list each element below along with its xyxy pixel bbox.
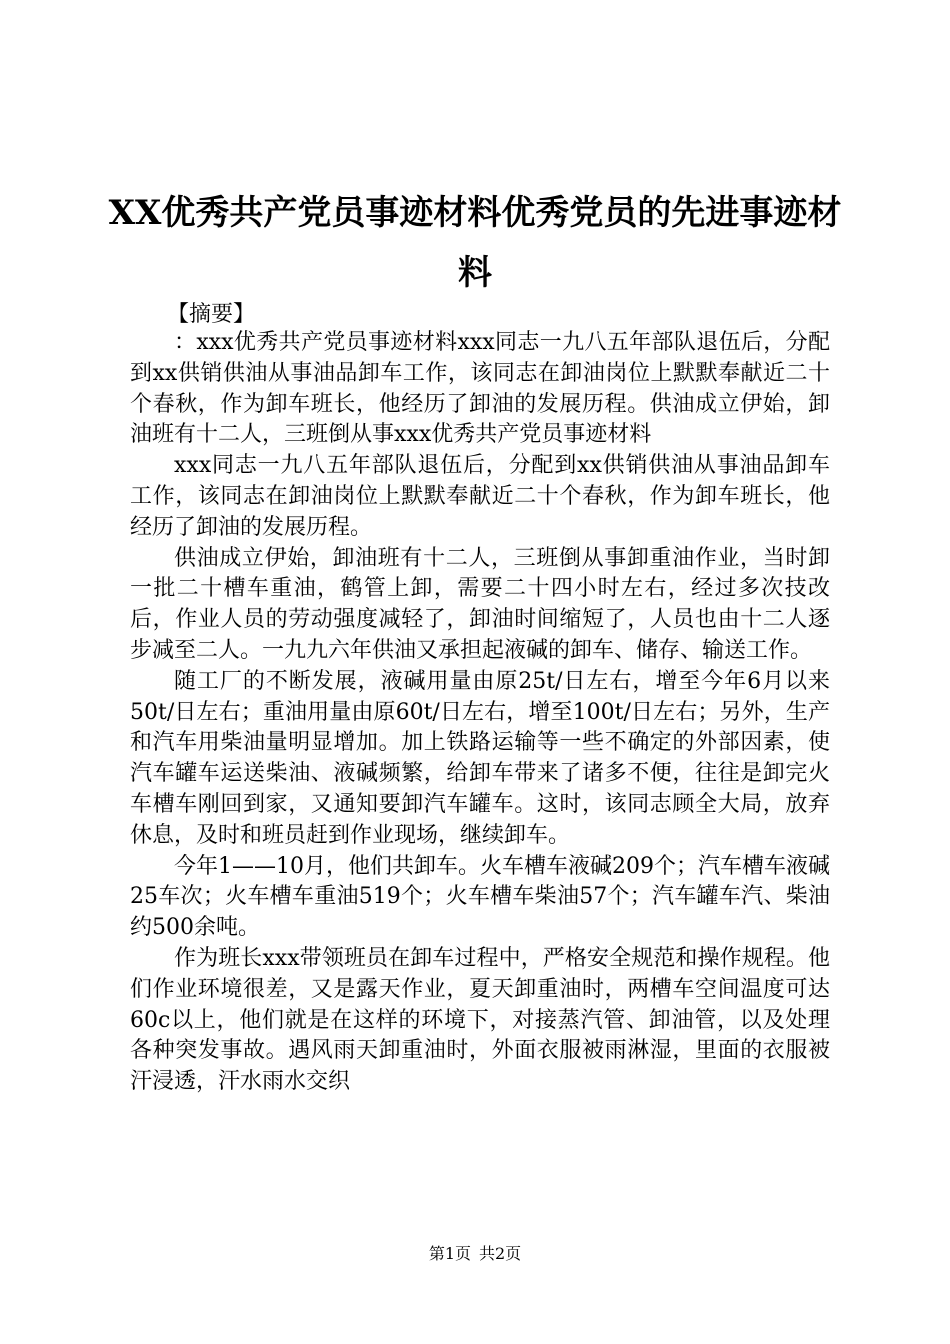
document-title: XX优秀共产党员事迹材料优秀党员的先进事迹材料 [108, 193, 842, 293]
paragraph-2: xxx同志一九八五年部队退伍后，分配到xx供销供油从事油品卸车工作，该同志在卸油岗位上默默奉献近二十个春秋，作为卸车班长，他经历了卸油的发展历程。 [130, 453, 830, 540]
paragraph-3: 供油成立伊始，卸油班有十二人，三班倒从事卸重油作业，当时卸一批二十槽车重油，鹤管上卸，需要二十四小时左右，经过多次技改后，作业人员的劳动强度减轻了，卸油时间缩短了，人员也由十二人逐步减至二人。一九九六年供油又承担起液碱的卸车、储存、输送工作。 [130, 545, 830, 663]
paragraph-1: ：xxx优秀共产党员事迹材料xxx同志一九八五年部队退伍后，分配到xx供销供油从事油品卸车工作，该同志在卸油岗位上默默奉献近二十个春秋，作为卸车班长，他经历了卸油的发展历程。供油成立伊始，卸油班有十二人，三班倒从事xxx优秀共产党员事迹材料 [130, 330, 830, 448]
document-body [130, 328, 830, 1098]
paragraph-4: 随工厂的不断发展，液碱用量由原25t/日左右，增至今年6月以来50t/日左右；重油用量由原60t/日左右，增至100t/日左右；另外，生产和汽车用柴油量明显增加。加上铁路运输等一些不确定的外部因素，使汽车罐车运送柴油、液碱频繁，给卸车带来了诸多不便，往往是卸完火车槽车刚回到家，又通知要卸汽车罐车。这时，该同志顾全大局，放弃休息，及时和班员赶到作业现场，继续卸车。 [130, 668, 830, 848]
page-total: 共2页 [479, 1244, 522, 1263]
paragraph-6: 作为班长xxx带领班员在卸车过程中，严格安全规范和操作规程。他们作业环境很差，又是露天作业，夏天卸重油时，两槽车空间温度可达60c以上，他们就是在这样的环境下，对接蒸汽管、卸油管，以及处理各种突发事故。遇风雨天卸重油时，外面衣服被雨淋湿，里面的衣服被汗浸透，汗水雨水交织 [130, 945, 830, 1095]
paragraph-5: 今年1——10月，他们共卸车。火车槽车液碱209个；汽车槽车液碱25车次；火车槽车重油519个；火车槽车柴油57个；汽车罐车汽、柴油约500余吨。 [130, 853, 830, 941]
page-footer [0, 1243, 950, 1265]
page-number: 第1页 [428, 1244, 471, 1263]
abstract-label: 【摘要】 [167, 302, 256, 327]
